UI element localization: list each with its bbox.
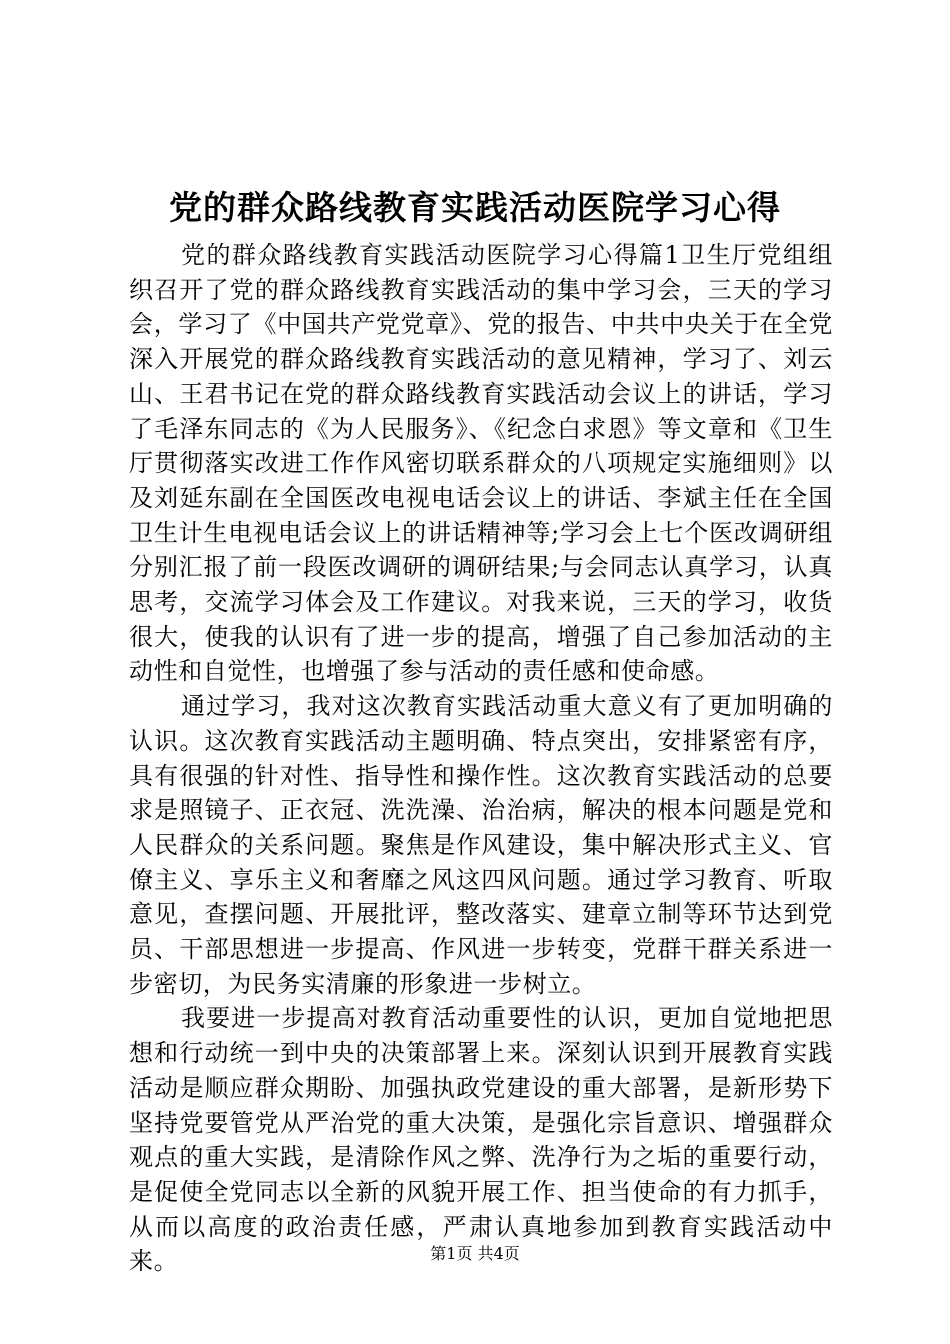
page-number: 第1页 共4页 (430, 1244, 520, 1263)
document-title: 党的群众路线教育实践活动医院学习心得 (169, 188, 781, 227)
paragraph-3: 我要进一步提高对教育活动重要性的认识，更加自觉地把思想和行动统一到中央的决策部署上来。深刻认识到开展教育实践活动是顺应群众期盼、加强执政党建设的重大部署，是新形势下坚持党要管党从严治党的重大决策，是强化宗旨意识、增强群众观点的重大实践，是清除作风之弊、洗净行为之垢的重要行动，是促使全党同志以全新的风貌开展工作、担当使命的有力抓手，从而以高度的政治责任感，严肃认真地参加到教育实践活动中来。 (129, 1004, 833, 1276)
document-body (129, 238, 833, 1279)
paragraph-1: 党的群众路线教育实践活动医院学习心得篇1卫生厅党组组织召开了党的群众路线教育实践活动的集中学习会，三天的学习会，学习了《中国共产党党章》、党的报告、中共中央关于在全党深入开展党的群众路线教育实践活动的意见精神，学习了、刘云山、王君书记在党的群众路线教育实践活动会议上的讲话，学习了毛泽东同志的《为人民服务》、《纪念白求恩》等文章和《卫生厅贯彻落实改进工作作风密切联系群众的八项规定实施细则》以及刘延东副在全国医改电视电话会议上的讲话、李斌主任在全国卫生计生电视电话会议上的讲话精神等;学习会上七个医改调研组分别汇报了前一段医改调研的调研结果;与会同志认真学习，认真思考，交流学习体会及工作建议。对我来说，三天的学习，收货很大，使我的认识有了进一步的提高，增强了自己参加活动的主动性和自觉性，也增强了参与活动的责任感和使命感。 (129, 241, 833, 686)
paragraph-2: 通过学习，我对这次教育实践活动重大意义有了更加明确的认识。这次教育实践活动主题明确、特点突出，安排紧密有序，具有很强的针对性、指导性和操作性。这次教育实践活动的总要求是照镜子、正衣冠、洗洗澡、治治病，解决的根本问题是党和人民群众的关系问题。聚焦是作风建设，集中解决形式主义、官僚主义、享乐主义和奢靡之风这四风问题。通过学习教育、听取意见，查摆问题、开展批评，整改落实、建章立制等环节达到党员、干部思想进一步提高、作风进一步转变，党群干群关系进一步密切，为民务实清廉的形象进一步树立。 (129, 692, 833, 998)
page-footer (0, 1244, 950, 1264)
